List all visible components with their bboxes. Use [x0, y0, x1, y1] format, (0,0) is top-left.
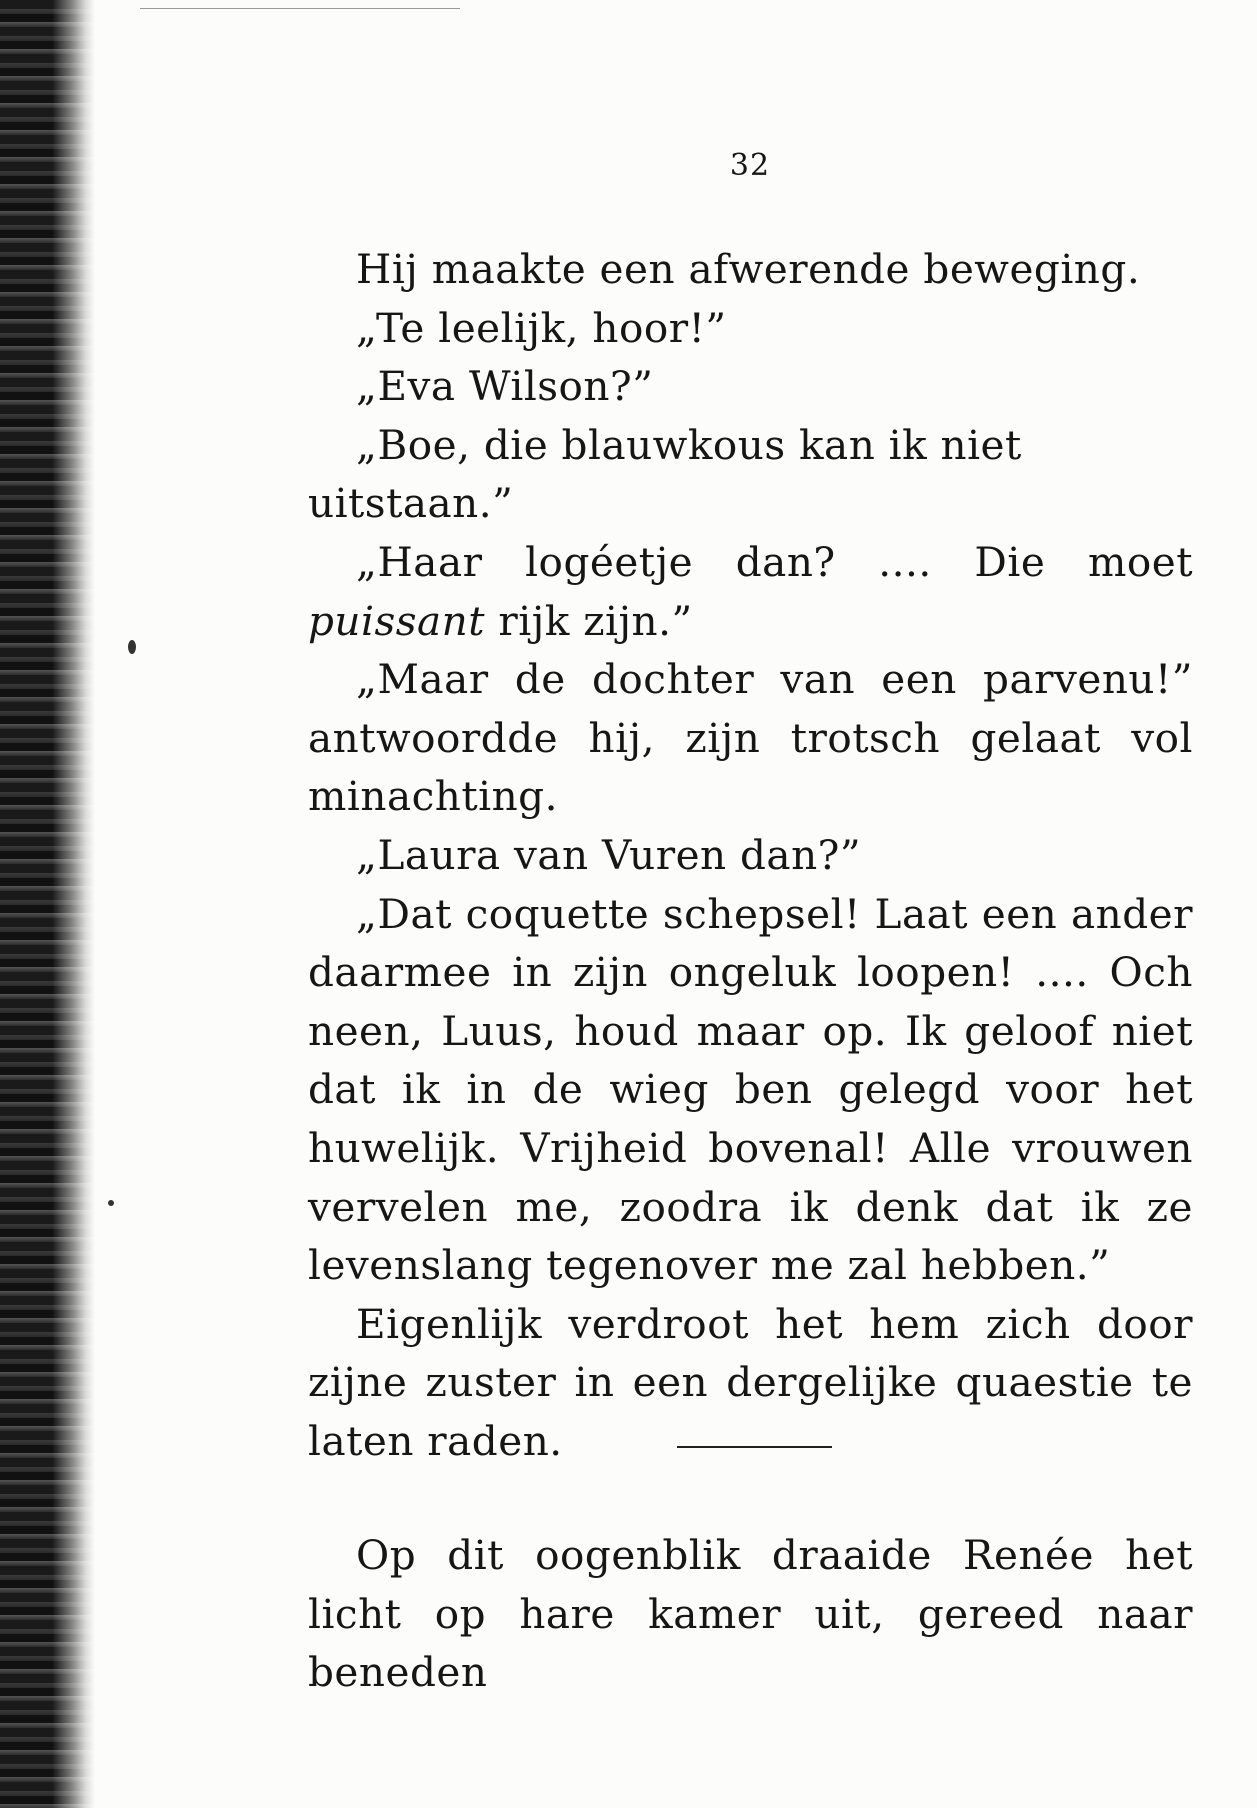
paragraph-text: rijk zijn.”: [485, 596, 693, 645]
scan-speck: [128, 640, 136, 654]
section-divider: [677, 1446, 832, 1448]
scan-speck: [108, 1200, 114, 1206]
paragraph: „Dat coquette schepsel! Laat een ander daarmee in zijn ongeluk loopen! .... Och neen, Luus, houd maar op. Ik geloof niet dat ik in de wieg ben gelegd voor het huwelijk. Vrijheid bovenal! Alle vrouwen vervelen me, zoodra ik denk dat ik ze levenslang tegenover me zal hebben.”: [308, 889, 1193, 1290]
paragraph: „Maar de dochter van een parvenu!” antwoordde hij, zijn trotsch gelaat vol minachting.: [308, 655, 1193, 821]
paragraph: „Laura van Vuren dan?”: [356, 830, 862, 879]
paragraph: Op dit oogenblik draaide Renée het licht op hare kamer uit, gereed naar beneden: [308, 1531, 1193, 1697]
scan-edge-line: [140, 8, 460, 9]
paragraph-text: „Haar logéetje dan? .... Die moet: [356, 537, 1193, 586]
paragraph: Hij maakte een afwerende beweging.: [356, 245, 1141, 293]
paragraph: „Eva Wilson?”: [356, 362, 654, 411]
italic-word: puissant: [308, 596, 486, 645]
paragraph: Eigenlijk verdroot het hem zich door zijne zuster in een dergelijke quaestie te laten raden.: [308, 1299, 1193, 1465]
paragraph: „Te leelijk, hoor!”: [356, 303, 727, 352]
page-number: 32: [729, 148, 771, 183]
paragraph: „Boe, die blauwkous kan ik niet uitstaan.”: [308, 420, 1022, 528]
binding-gutter: [0, 0, 95, 1808]
paragraph: [308, 533, 1193, 650]
body-text-continued: [308, 1526, 1193, 1702]
body-text: [308, 240, 1193, 1470]
